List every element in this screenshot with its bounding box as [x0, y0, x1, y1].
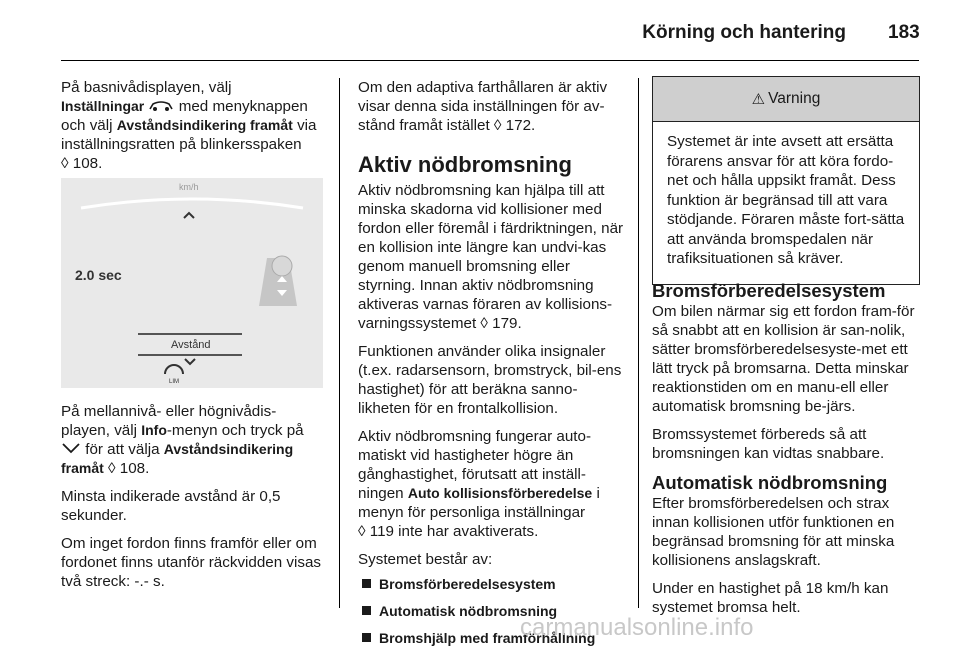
list-item: Bromshjälp med framförhållning — [358, 629, 624, 648]
instrument-display-image — [61, 178, 323, 388]
column-2 — [358, 78, 624, 648]
chevron-up-icon — [184, 213, 194, 218]
section-heading-active-braking: Aktiv nödbromsning — [358, 152, 572, 177]
column-divider-1 — [339, 78, 340, 608]
page-header-title: Körning och hantering — [642, 22, 846, 43]
display-graphic — [61, 178, 323, 388]
warning-triangle-icon: ⚠ — [751, 91, 766, 108]
paragraph-auto-operation: Aktiv nödbromsning fungerar auto-matiskt vid hastigheter högre än gånghastighet, förutsatt att inställ-ningen Auto kollisionsförberedelse i menyn för personliga inställningar ◊ 119 inte har avaktiverats. — [358, 428, 600, 540]
column-1 — [61, 78, 325, 182]
section-heading-brake-prep: Bromsförberedelsesystem — [652, 280, 886, 301]
list-item: Automatisk nödbromsning — [358, 602, 624, 621]
page-ref-icon: ◊ — [61, 155, 69, 172]
paragraph-mid-display: På mellannivå- eller högnivådis- playen, välj Info-menyn och tryck på för att välja Avståndsindikering framåt ◊ 108. — [61, 403, 304, 477]
paragraph-min-distance: Minsta indikerade avstånd är 0,5 sekunder. — [61, 488, 281, 524]
warning-title: Varning — [768, 90, 821, 107]
page-number: 183 — [888, 22, 920, 43]
column-divider-2 — [638, 78, 639, 608]
page-ref-icon: ◊ — [480, 315, 488, 332]
paragraph-basic-display: På basnivådisplayen, välj Inställningar med menyknappen och välj Avståndsindikering framåt via inställningsratten på blinkersspaken ◊ 108. — [61, 79, 317, 172]
paragraph-no-vehicle: Om inget fordon finns framför eller om fordonet finns utanför räckvidden visas två streck: -.- s. — [61, 535, 322, 590]
column-3 — [652, 266, 920, 626]
chevron-down-icon — [61, 442, 81, 454]
paragraph-auto-braking: Efter bromsförberedelsen och strax innan kollisionen utför funktionen en begränsad bromsning för att minska kollisionens anslagskraft. — [652, 495, 895, 569]
speedometer-icon — [165, 365, 183, 374]
header-rule — [61, 60, 919, 61]
chevron-down-icon — [185, 359, 195, 364]
page-ref-icon: ◊ — [108, 460, 116, 477]
watermark: carmanualsonline.info — [520, 614, 754, 641]
list-item: Bromsförberedelsesystem — [358, 575, 624, 594]
warning-box — [652, 76, 920, 285]
page-ref-icon: ◊ — [493, 117, 502, 134]
paragraph-adaptive-cruise: Om den adaptiva farthållaren är aktiv visar denna sida inställningen för av-stånd framåt istället ◊ 172. — [358, 79, 608, 134]
paragraph-brake-prep: Om bilen närmar sig ett fordon fram-för så snabbt att en kollision är san-nolik, sätter bromsförberedelsesyste-met ett lätt tryck på bromsarna. Detta minskar reaktionstiden om en manu-ell eller automatisk bromsning be-järs. — [652, 303, 915, 415]
gap-time-readout: 2.0 sec — [75, 267, 122, 283]
menu-info: Info — [141, 422, 167, 438]
lim-label: LIM — [169, 379, 180, 385]
distance-menu-label: Avstånd — [171, 339, 211, 351]
column-1-lower — [61, 402, 325, 600]
paragraph-active-braking-intro: Aktiv nödbromsning kan hjälpa till att minska skadorna vid kollisioner med fordon eller föremål i färdriktningen, när en kollision inte längre kan undvi-kas genom manuell bromsning eller styrning. Innan aktiv nödbromsning aktiveras varnas föraren av kollisions-varningssystemet ◊ 179. — [358, 182, 624, 332]
car-settings-icon — [148, 100, 174, 112]
setting-auto-collision-prep: Auto kollisionsförberedelse — [407, 485, 593, 501]
speed-unit-label: km/h — [179, 182, 199, 192]
menu-forward-distance: Avståndsindikering framåt — [116, 117, 293, 133]
warning-header — [653, 77, 919, 122]
page-ref-icon: ◊ — [358, 523, 366, 540]
paragraph-full-braking: Under en hastighet på 18 km/h kan systemet bromsa helt. — [652, 580, 889, 616]
menu-settings: Inställningar — [61, 98, 145, 114]
paragraph-system-consists: Systemet består av: — [358, 551, 493, 568]
section-heading-auto-braking: Automatisk nödbromsning — [652, 472, 888, 493]
warning-text: Systemet är inte avsett att ersätta förarens ansvar för att köra fordo-net och hålla uppsikt framåt. Dess funktion är begränsad till att vara stödjande. Föraren måste fort-sätta att använda bromspedalen när trafiksituationen så kräver. — [667, 133, 905, 267]
paragraph-brake-ready: Bromssystemet förbereds så att bromsningen kan vidtas snabbare. — [652, 426, 885, 462]
paragraph-inputs: Funktionen använder olika insignaler (t.ex. radarsensorn, bromstryck, bil-ens hastighet) för att beräkna sanno-likheten för en frontalkollision. — [358, 343, 622, 417]
menu-forward-distance-2: Avståndsindikering — [163, 441, 294, 457]
